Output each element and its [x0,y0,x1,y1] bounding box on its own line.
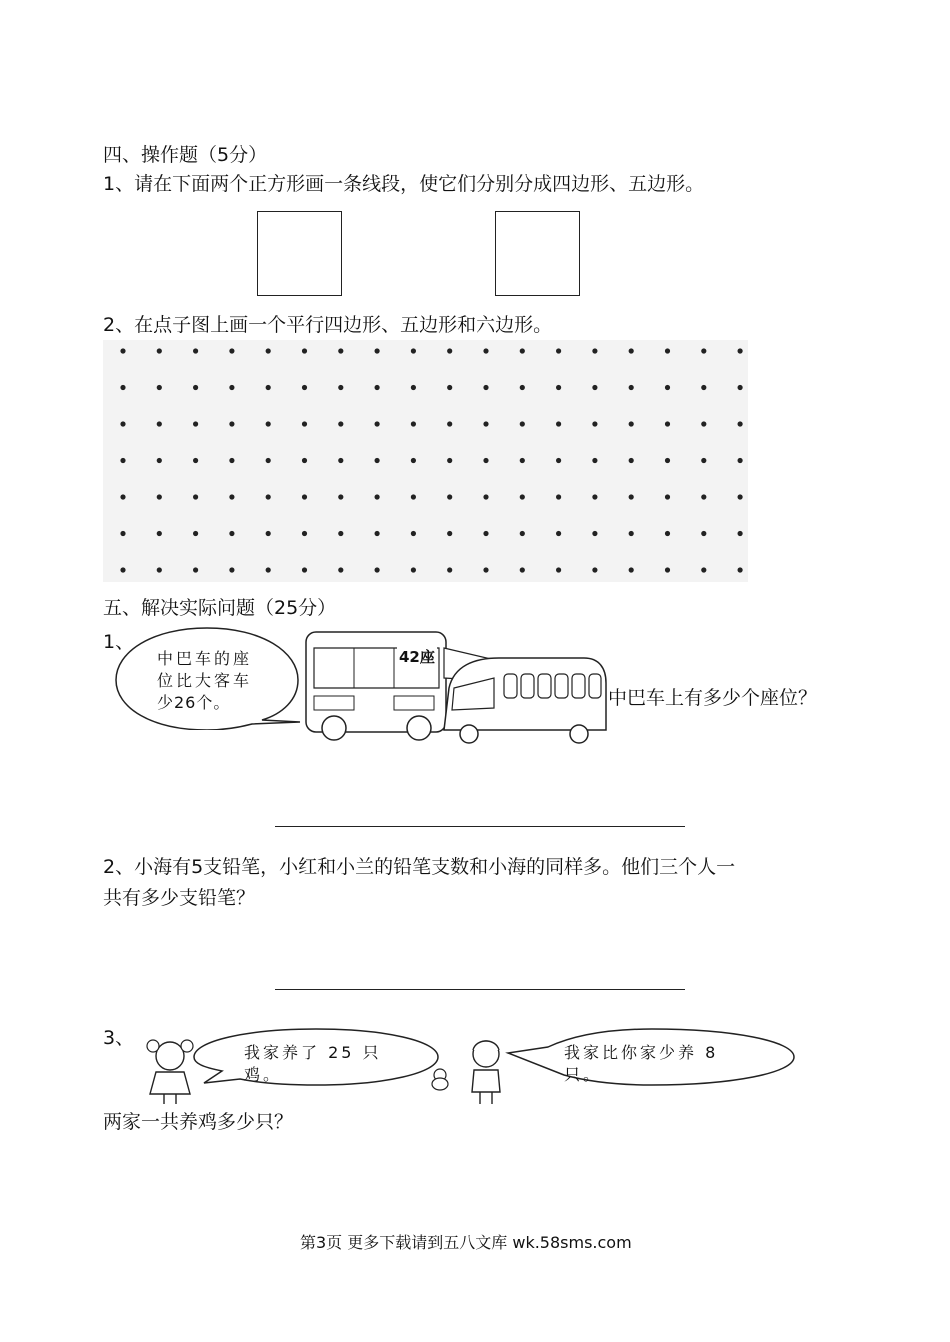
square-2 [495,211,580,296]
grid-dot [520,567,525,572]
grid-dot [701,567,706,572]
grid-dot [556,458,561,463]
grid-dot [592,531,597,536]
girl-bubble-line-2: 鸡。 [244,1065,283,1084]
grid-dot [556,494,561,499]
answer-line-2 [275,989,685,990]
grid-dot [375,348,380,353]
grid-dot [229,494,234,499]
grid-dot [266,531,271,536]
grid-dot [375,494,380,499]
grid-dot [483,385,488,390]
grid-dot [302,494,307,499]
grid-dot [120,531,125,536]
boy-bubble-line-2: 只。 [564,1065,603,1084]
grid-dot [592,458,597,463]
grid-dot [701,348,706,353]
grid-dot [629,531,634,536]
grid-dot [447,567,452,572]
grid-dot [483,421,488,426]
boy-icon [462,1036,510,1106]
grid-dot [193,531,198,536]
grid-dot [229,567,234,572]
bubble-1-line-1: 中巴车的座 [157,649,253,668]
grid-dot [520,531,525,536]
grid-dot [375,385,380,390]
grid-dot [447,348,452,353]
question-5-1-number: 1、 [103,631,135,653]
section-4-title: 四、操作题（5分） [103,144,268,166]
grid-dot [229,421,234,426]
bubble-1-line-2: 位比大客车 [157,671,253,690]
question-5-2-line-2: 共有多少支铅笔？ [103,887,256,909]
grid-dot [629,385,634,390]
grid-dot [665,348,670,353]
grid-dot [665,531,670,536]
grid-dot [483,567,488,572]
grid-dot [193,348,198,353]
grid-dot [193,385,198,390]
grid-dot [229,348,234,353]
grid-dot [738,567,743,572]
grid-dot [483,348,488,353]
question-5-1-text: 中巴车上有多少个座位？ [608,687,818,709]
page-footer: 第3页 更多下载请到五八文库 wk.58sms.com [300,1233,632,1252]
grid-dot [629,494,634,499]
grid-dot [266,385,271,390]
square-1 [257,211,342,296]
grid-dot [592,494,597,499]
dot-grid-svg [103,340,748,582]
grid-dot [266,348,271,353]
grid-dot [120,385,125,390]
grid-dot [120,458,125,463]
grid-dot [338,458,343,463]
grid-dot [302,421,307,426]
grid-dot [120,567,125,572]
grid-dot [665,567,670,572]
grid-dot [411,531,416,536]
grid-dot [411,385,416,390]
grid-dot [483,494,488,499]
grid-dot [157,494,162,499]
grid-dot [266,458,271,463]
answer-line-1 [275,826,685,827]
grid-dot [556,531,561,536]
grid-dot [229,458,234,463]
question-5-3-number: 3、 [103,1027,135,1049]
grid-dot [302,458,307,463]
grid-dot [157,348,162,353]
grid-dot [738,348,743,353]
grid-dot [592,421,597,426]
grid-dot [157,385,162,390]
grid-dot [520,458,525,463]
grid-dot [411,458,416,463]
grid-dot [447,421,452,426]
grid-dot [701,531,706,536]
grid-dot [520,494,525,499]
grid-dot [302,348,307,353]
grid-dot [738,385,743,390]
grid-dot [556,567,561,572]
grid-dot [556,348,561,353]
question-4-1: 1、请在下面两个正方形画一条线段，使它们分别分成四边形、五边形。 [103,173,705,195]
grid-dot [266,567,271,572]
grid-dot [375,458,380,463]
grid-dot [447,494,452,499]
grid-dot [157,531,162,536]
grid-dot [592,348,597,353]
grid-dot [447,531,452,536]
grid-dot [302,531,307,536]
grid-dot [701,494,706,499]
grid-dot [229,531,234,536]
grid-dot [447,385,452,390]
section-5-title: 五、解决实际问题（25分） [103,597,337,619]
grid-dot [193,421,198,426]
grid-dot [665,421,670,426]
grid-dot [266,421,271,426]
grid-dot [266,494,271,499]
grid-dot [193,567,198,572]
grid-dot [302,385,307,390]
grid-dot [738,458,743,463]
grid-dot [338,385,343,390]
grid-dot [592,385,597,390]
grid-dot [411,348,416,353]
grid-dot [520,385,525,390]
grid-dot [665,385,670,390]
boy-bubble-line-1: 我家比你家少养 8 [564,1043,719,1062]
grid-dot [411,494,416,499]
grid-dot [592,567,597,572]
grid-dot [556,421,561,426]
grid-dot [447,458,452,463]
grid-dot [738,494,743,499]
grid-dot [411,567,416,572]
grid-dot [665,458,670,463]
grid-dot [375,421,380,426]
grid-dot [665,494,670,499]
grid-dot [120,494,125,499]
question-5-2-line-1: 2、小海有5支铅笔，小红和小兰的铅笔支数和小海的同样多。他们三个人一 [103,856,736,878]
grid-dot [629,421,634,426]
grid-dot [701,458,706,463]
grid-dot [193,458,198,463]
question-4-2: 2、在点子图上画一个平行四边形、五边形和六边形。 [103,314,553,336]
grid-dot [338,531,343,536]
grid-dot [338,421,343,426]
question-5-3-text: 两家一共养鸡多少只？ [103,1111,294,1133]
grid-dot [520,348,525,353]
grid-dot [629,458,634,463]
grid-dot [338,348,343,353]
grid-dot [375,567,380,572]
grid-dot [229,385,234,390]
grid-dot [120,421,125,426]
bus-illustration [294,628,610,746]
grid-dot [556,385,561,390]
grid-dot [338,567,343,572]
bubble-1-line-3: 少26个。 [157,693,231,712]
chick-icon [428,1066,452,1092]
grid-dot [629,348,634,353]
grid-dot [193,494,198,499]
grid-dot [338,494,343,499]
grid-dot [738,531,743,536]
grid-dot [701,385,706,390]
grid-dot [520,421,525,426]
grid-dot [701,421,706,426]
grid-dot [302,567,307,572]
grid-dot [483,458,488,463]
grid-dot [375,531,380,536]
grid-dot [157,567,162,572]
grid-dot [157,421,162,426]
grid-dot [738,421,743,426]
grid-dot [629,567,634,572]
grid-dot [157,458,162,463]
grid-dot [483,531,488,536]
bus-seat-label: 42座 [399,648,435,666]
dot-grid [103,340,748,582]
grid-dot [120,348,125,353]
girl-bubble-line-1: 我家养了 25 只 [244,1043,382,1062]
grid-dot [411,421,416,426]
